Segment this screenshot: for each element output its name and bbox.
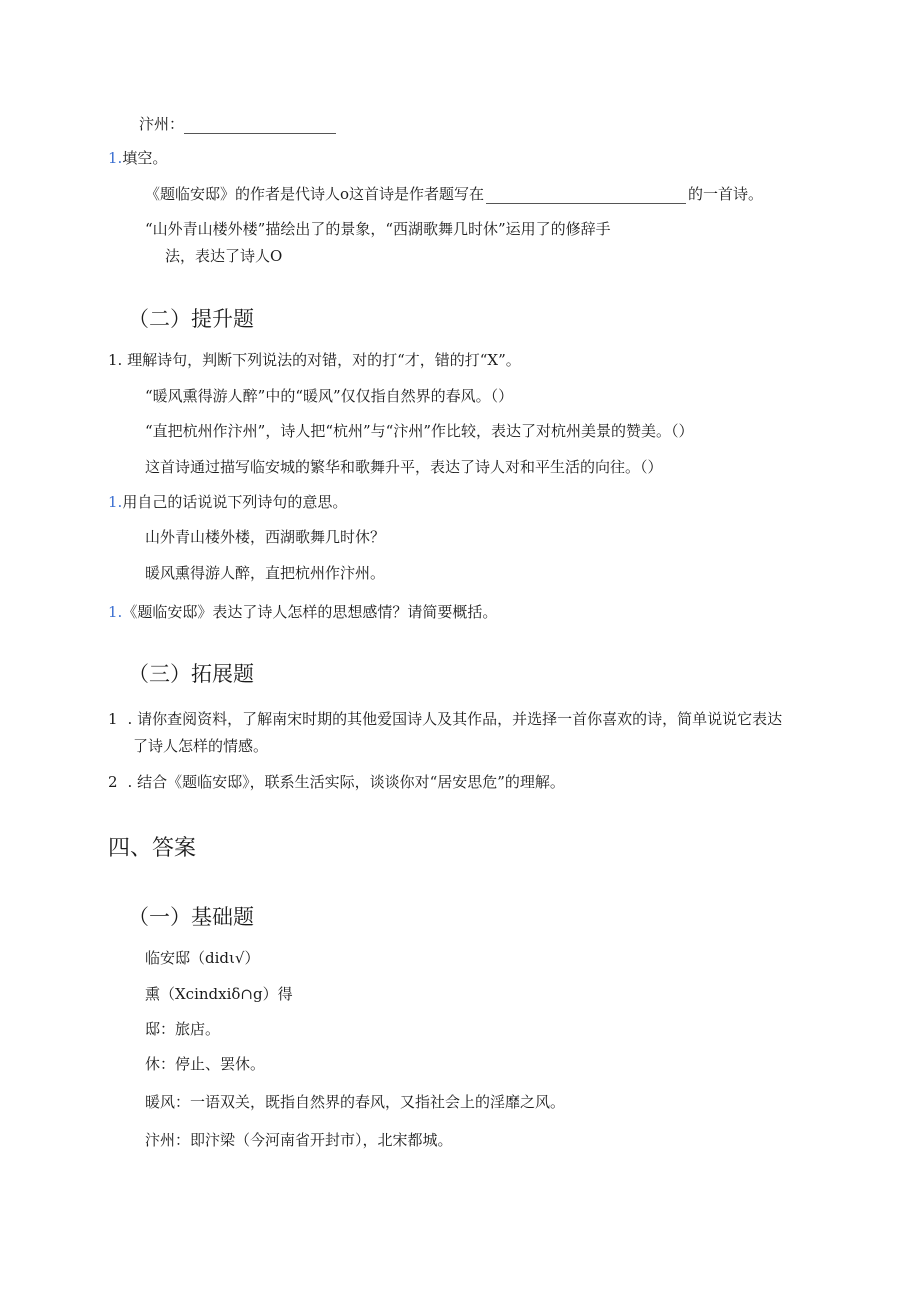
fill-text: 《题临安邸》的作者是代诗人o这首诗是作者题写在 [145, 185, 485, 203]
question-number: 1. [108, 603, 123, 621]
question-number: 1. [108, 149, 123, 167]
question-text: 用自己的话说说下列诗句的意思。 [122, 493, 348, 511]
answer-item: 临安邸（didι√） [145, 949, 260, 967]
question-text: . 请你查阅资料，了解南宋时期的其他爱国诗人及其作品，并选择一首你喜欢的诗，简单说说它表达 [127, 710, 783, 728]
answer-item: 暖风：一语双关，既指自然界的春风，又指社会上的淫靡之风。 [145, 1093, 566, 1111]
answer-item: 休：停止、罢休。 [145, 1055, 266, 1073]
bianzhou-label: 汴州： [139, 115, 185, 133]
question-text: . 结合《题临安邸》，联系生活实际，谈谈你对“居安思危”的理解。 [127, 773, 565, 791]
question-line [108, 492, 347, 512]
answer-item: 邸：旅店。 [145, 1020, 221, 1038]
fill-line-3: 法，表达了诗人O [165, 247, 283, 265]
judgement-item: “直把杭州作汴州”，诗人把“杭州”与“汴州”作比较，表达了对杭州美景的赞美。（） [145, 422, 694, 440]
answer-heading: 四、答案 [108, 836, 197, 861]
section-title: （三）拓展题 [128, 662, 254, 686]
answer-item: 熏（Xcindxiδ∩g）得 [145, 985, 293, 1003]
fill-question [108, 148, 167, 168]
answer-item: 汴州：即汴梁（今河南省开封市），北宋都城。 [145, 1131, 453, 1149]
answer-blank[interactable] [486, 187, 686, 204]
fill-line-1 [145, 184, 763, 204]
judgement-item: “暖风熏得游人醉”中的“暖风”仅仅指自然界的春风。（） [145, 387, 514, 405]
bianzhou-line [139, 114, 336, 134]
fill-text: 的一首诗。 [688, 185, 764, 203]
question-line [108, 602, 497, 622]
question-number: 1 [108, 710, 118, 728]
judgement-item: 这首诗通过描写临安城的繁华和歌舞升平，表达了诗人对和平生活的向往。（） [145, 458, 663, 476]
question-line-cont: 了诗人怎样的情感。 [133, 737, 269, 755]
poem-line: 山外青山楼外楼，西湖歌舞几时休？ [145, 528, 386, 546]
question-line [108, 772, 565, 792]
section-title: （二）提升题 [128, 307, 254, 331]
section-title: （一）基础题 [128, 905, 254, 929]
answer-blank[interactable] [184, 117, 336, 134]
question-line [108, 709, 782, 729]
question-title: 填空。 [122, 149, 168, 167]
fill-line-2: “山外青山楼外楼”描绘出了的景象，“西湖歌舞几时休”运用了的修辞手 [145, 220, 611, 238]
question-text: 《题临安邸》表达了诗人怎样的思想感情？请简要概括。 [122, 603, 498, 621]
question-line: 1. 理解诗句，判断下列说法的对错，对的打“才，错的打“X”。 [108, 351, 521, 369]
question-number: 1. [108, 493, 123, 511]
poem-line: 暖风熏得游人醉，直把杭州作汴州。 [145, 564, 386, 582]
question-number: 2 [108, 773, 118, 791]
